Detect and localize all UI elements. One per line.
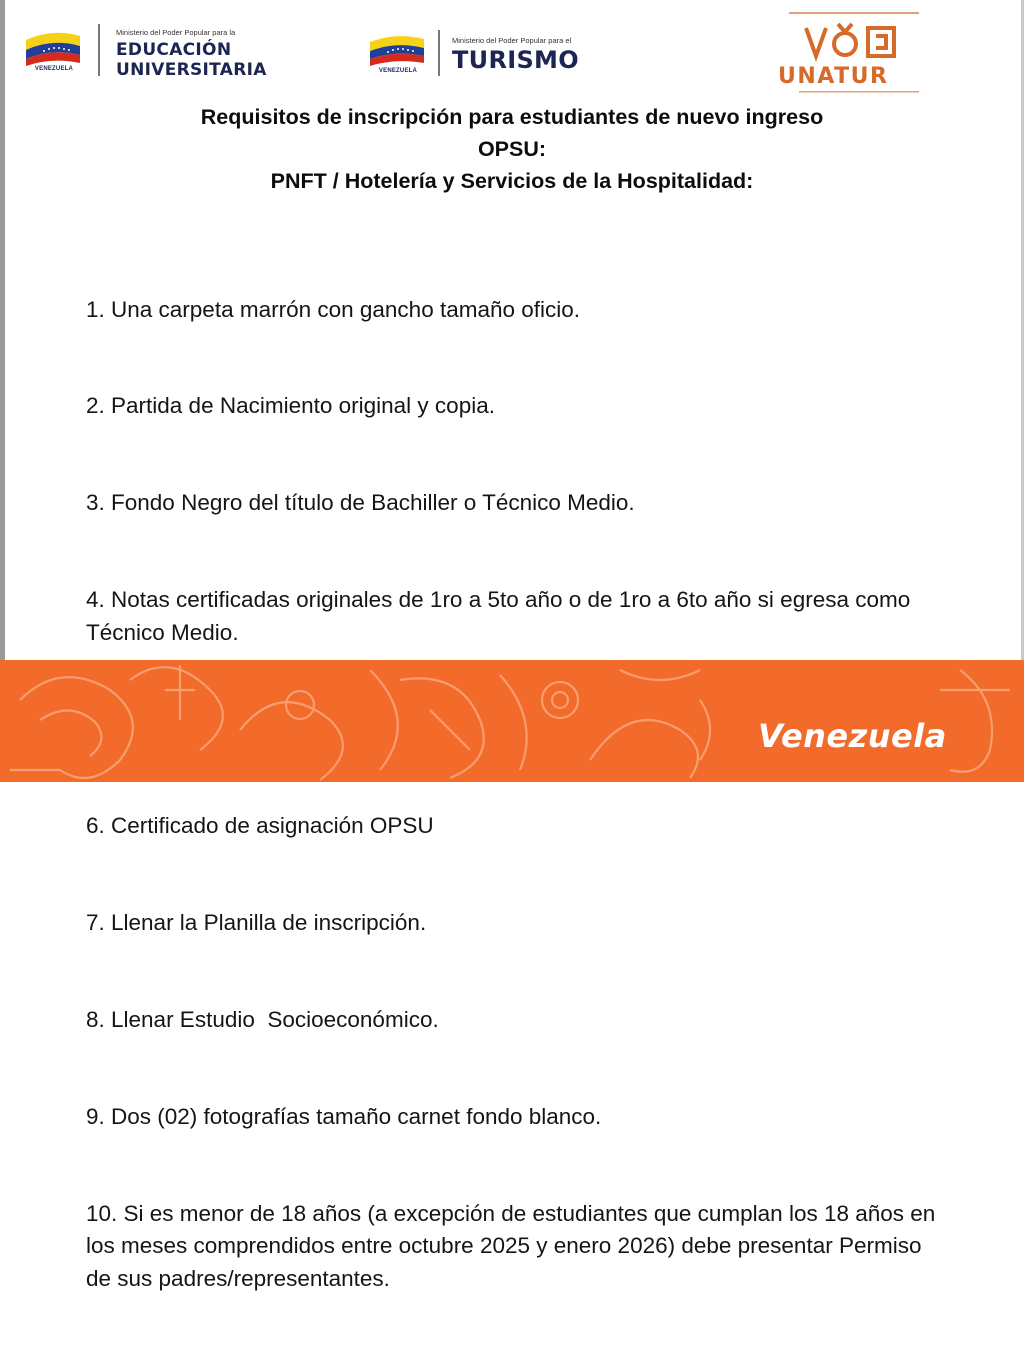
ministry-name: TURISMO xyxy=(452,46,579,74)
title-line-2: OPSU: xyxy=(477,137,547,161)
list-item: 2. Partida de Nacimiento original y copia. xyxy=(86,393,495,419)
unatur-emblem-icon xyxy=(800,20,910,64)
venezuela-flag-icon xyxy=(366,30,428,66)
ministry-caption: Ministerio del Poder Popular para la xyxy=(116,28,236,37)
footer-band xyxy=(0,660,1024,782)
ministry-name-line1: EDUCACIÓN xyxy=(116,40,232,60)
logo-divider xyxy=(98,24,100,76)
list-item: 6. Certificado de asignación OPSU xyxy=(86,813,434,839)
flag-caption xyxy=(366,68,430,74)
country-caption: VENEZUELA xyxy=(34,66,74,72)
venezuela-brand-wordmark: Venezuela xyxy=(758,717,947,755)
document-title xyxy=(0,101,1024,197)
unatur-logo xyxy=(770,10,940,92)
country-caption: VENEZUELA xyxy=(378,68,418,74)
list-item: 1. Una carpeta marrón con gancho tamaño oficio. xyxy=(86,296,581,322)
page-left-edge xyxy=(0,0,5,660)
list-item: 10. Si es menor de 18 años (a excepción de estudiantes que cumplan los 18 años en los meses comprendidos entre octubre 2025 y enero 2026) debe presentar Permiso de sus padres/representantes. xyxy=(86,1200,942,1291)
title-line-1: Requisitos de inscripción para estudiantes de nuevo ingreso xyxy=(200,105,824,129)
unatur-name: UNATUR xyxy=(778,64,889,89)
list-item: 9. Dos (02) fotografías tamaño carnet fondo blanco. xyxy=(86,1104,602,1130)
title-line-3: PNFT / Hotelería y Servicios de la Hospitalidad: xyxy=(270,169,754,193)
list-item: 3. Fondo Negro del título de Bachiller o Técnico Medio. xyxy=(86,490,635,516)
unatur-subcaption xyxy=(784,89,934,96)
tourism-ministry-logo xyxy=(366,18,636,82)
education-ministry-logo xyxy=(22,18,322,82)
list-item: 4. Notas certificadas originales de 1ro a 5to año o de 1ro a 6to año si egresa como Técnico Medio. xyxy=(86,587,917,645)
flag-caption xyxy=(22,66,86,72)
logo-divider xyxy=(438,30,440,76)
ministry-caption: Ministerio del Poder Popular para el xyxy=(452,36,572,45)
list-item: 8. Llenar Estudio Socioeconómico. xyxy=(86,1007,439,1033)
ministry-name-line2: UNIVERSITARIA xyxy=(116,60,267,80)
requirements-list xyxy=(86,229,942,1359)
venezuela-flag-icon xyxy=(22,26,84,66)
unatur-top-caption xyxy=(774,10,934,18)
list-item: 7. Llenar la Planilla de inscripción. xyxy=(86,910,427,936)
